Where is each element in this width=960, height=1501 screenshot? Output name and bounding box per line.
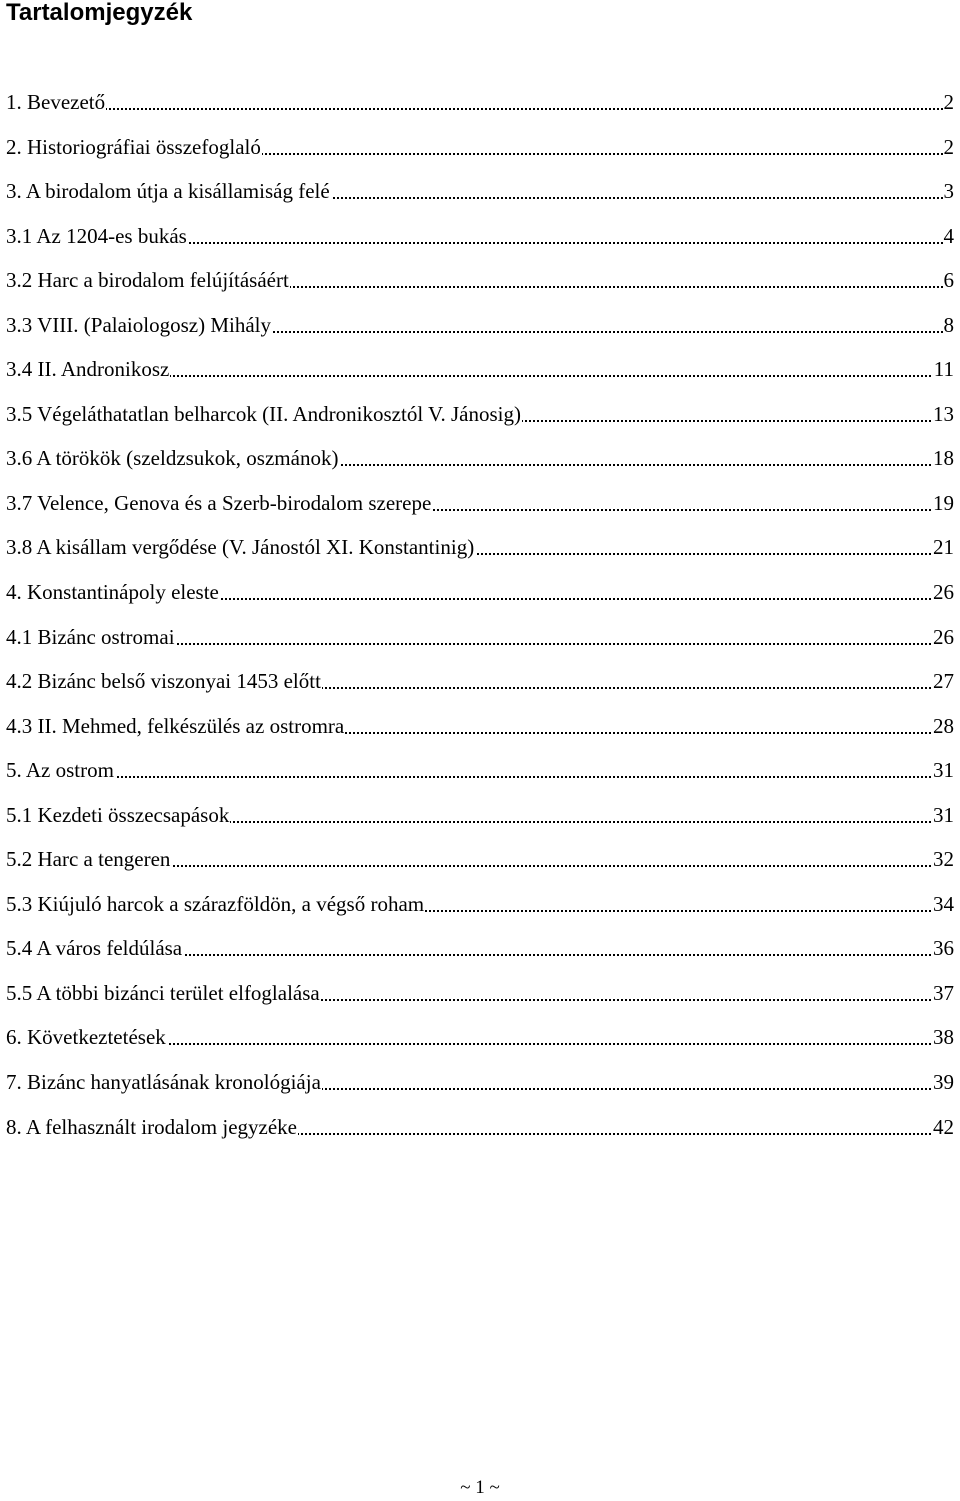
toc-entry[interactable] bbox=[0, 525, 960, 570]
toc-entry-label: 3. A birodalom útja a kisállamiság felé bbox=[6, 169, 331, 214]
toc-entry-page: 4 bbox=[943, 214, 955, 259]
toc-entry-page: 32 bbox=[932, 837, 954, 882]
toc-entry-page: 31 bbox=[932, 793, 954, 838]
toc-entry[interactable] bbox=[0, 793, 960, 838]
toc-entry-label: 3.2 Harc a birodalom felújításáért bbox=[6, 258, 290, 303]
toc-entry[interactable] bbox=[0, 971, 960, 1016]
toc-entry-page: 19 bbox=[932, 481, 954, 526]
toc-entry-page: 26 bbox=[932, 570, 954, 615]
toc-entry[interactable] bbox=[0, 1105, 960, 1150]
toc-entry-page: 34 bbox=[932, 882, 954, 927]
page-number-footer: ~ 1 ~ bbox=[460, 1477, 500, 1498]
toc-entry[interactable] bbox=[0, 125, 960, 170]
toc-entry[interactable] bbox=[0, 659, 960, 704]
toc-entry[interactable] bbox=[0, 926, 960, 971]
toc-entry-label: 3.6 A törökök (szeldzsukok, oszmánok) bbox=[6, 436, 339, 481]
toc-entry[interactable] bbox=[0, 214, 960, 259]
toc-entry-page: 27 bbox=[932, 659, 954, 704]
toc-entry-label: 2. Historiográfiai összefoglaló bbox=[6, 125, 262, 170]
toc-entry-label: 4.2 Bizánc belső viszonyai 1453 előtt bbox=[6, 659, 322, 704]
toc-entry-label: 5.5 A többi bizánci terület elfoglalása bbox=[6, 971, 321, 1016]
toc-entry[interactable] bbox=[0, 347, 960, 392]
toc-entry-page: 18 bbox=[932, 436, 954, 481]
toc-entry-label: 6. Következtetések bbox=[6, 1015, 167, 1060]
toc-entry-label: 4.3 II. Mehmed, felkészülés az ostromra bbox=[6, 704, 345, 749]
toc-entry-page: 37 bbox=[932, 971, 954, 1016]
toc-entry-label: 7. Bizánc hanyatlásának kronológiája bbox=[6, 1060, 322, 1105]
toc-entry-page: 31 bbox=[932, 748, 954, 793]
toc-entry[interactable] bbox=[0, 704, 960, 749]
toc-entry-label: 3.1 Az 1204-es bukás bbox=[6, 214, 188, 259]
toc-entry-label: 3.5 Végeláthatatlan belharcok (II. Andronikosztól V. Jánosig) bbox=[6, 392, 522, 437]
toc-entry-page: 26 bbox=[932, 615, 954, 660]
toc-entry-page: 2 bbox=[943, 125, 955, 170]
dot-leader bbox=[10, 776, 950, 778]
toc-entry-page: 36 bbox=[932, 926, 954, 971]
toc-entry-label: 1. Bevezető bbox=[6, 80, 106, 125]
toc-entry[interactable] bbox=[0, 748, 960, 793]
toc-entry-page: 11 bbox=[933, 347, 954, 392]
toc-entry-label: 5.1 Kezdeti összecsapások bbox=[6, 793, 230, 838]
toc-entry-page: 6 bbox=[943, 258, 955, 303]
toc-entry-page: 13 bbox=[932, 392, 954, 437]
toc-entry[interactable] bbox=[0, 258, 960, 303]
toc-entry-page: 21 bbox=[932, 525, 954, 570]
toc-entry[interactable] bbox=[0, 80, 960, 125]
page-title: Tartalomjegyzék bbox=[6, 0, 193, 26]
toc-entry-page: 39 bbox=[932, 1060, 954, 1105]
toc-entry[interactable] bbox=[0, 882, 960, 927]
toc-entry[interactable] bbox=[0, 169, 960, 214]
toc-entry-label: 3.7 Velence, Genova és a Szerb-birodalom szerepe bbox=[6, 481, 432, 526]
toc-entry-label: 5. Az ostrom bbox=[6, 748, 115, 793]
toc-entry[interactable] bbox=[0, 570, 960, 615]
toc-entry[interactable] bbox=[0, 837, 960, 882]
toc-entry-label: 4. Konstantinápoly eleste bbox=[6, 570, 220, 615]
toc-entry[interactable] bbox=[0, 1060, 960, 1105]
toc-entry-page: 2 bbox=[943, 80, 955, 125]
toc-entry-label: 5.2 Harc a tengeren bbox=[6, 837, 171, 882]
toc-entry[interactable] bbox=[0, 615, 960, 660]
toc-entry[interactable] bbox=[0, 1015, 960, 1060]
toc-entry-label: 3.8 A kisállam vergődése (V. Jánostól XI. Konstantinig) bbox=[6, 525, 475, 570]
toc-entry[interactable] bbox=[0, 436, 960, 481]
dot-leader bbox=[10, 108, 950, 110]
toc-entry-page: 3 bbox=[943, 169, 955, 214]
toc-entry-label: 5.3 Kiújuló harcok a szárazföldön, a végső roham bbox=[6, 882, 425, 927]
toc-entry-label: 4.1 Bizánc ostromai bbox=[6, 615, 176, 660]
toc-entry-label: 8. A felhasznált irodalom jegyzéke bbox=[6, 1105, 298, 1150]
toc-entry-label: 5.4 A város feldúlása bbox=[6, 926, 183, 971]
toc-entry-label: 3.4 II. Andronikosz bbox=[6, 347, 170, 392]
table-of-contents bbox=[0, 80, 960, 1149]
toc-entry-page: 28 bbox=[932, 704, 954, 749]
toc-entry-page: 8 bbox=[943, 303, 955, 348]
toc-entry[interactable] bbox=[0, 303, 960, 348]
toc-entry-page: 42 bbox=[932, 1105, 954, 1150]
toc-entry[interactable] bbox=[0, 392, 960, 437]
toc-entry[interactable] bbox=[0, 481, 960, 526]
toc-entry-page: 38 bbox=[932, 1015, 954, 1060]
toc-entry-label: 3.3 VIII. (Palaiologosz) Mihály bbox=[6, 303, 272, 348]
